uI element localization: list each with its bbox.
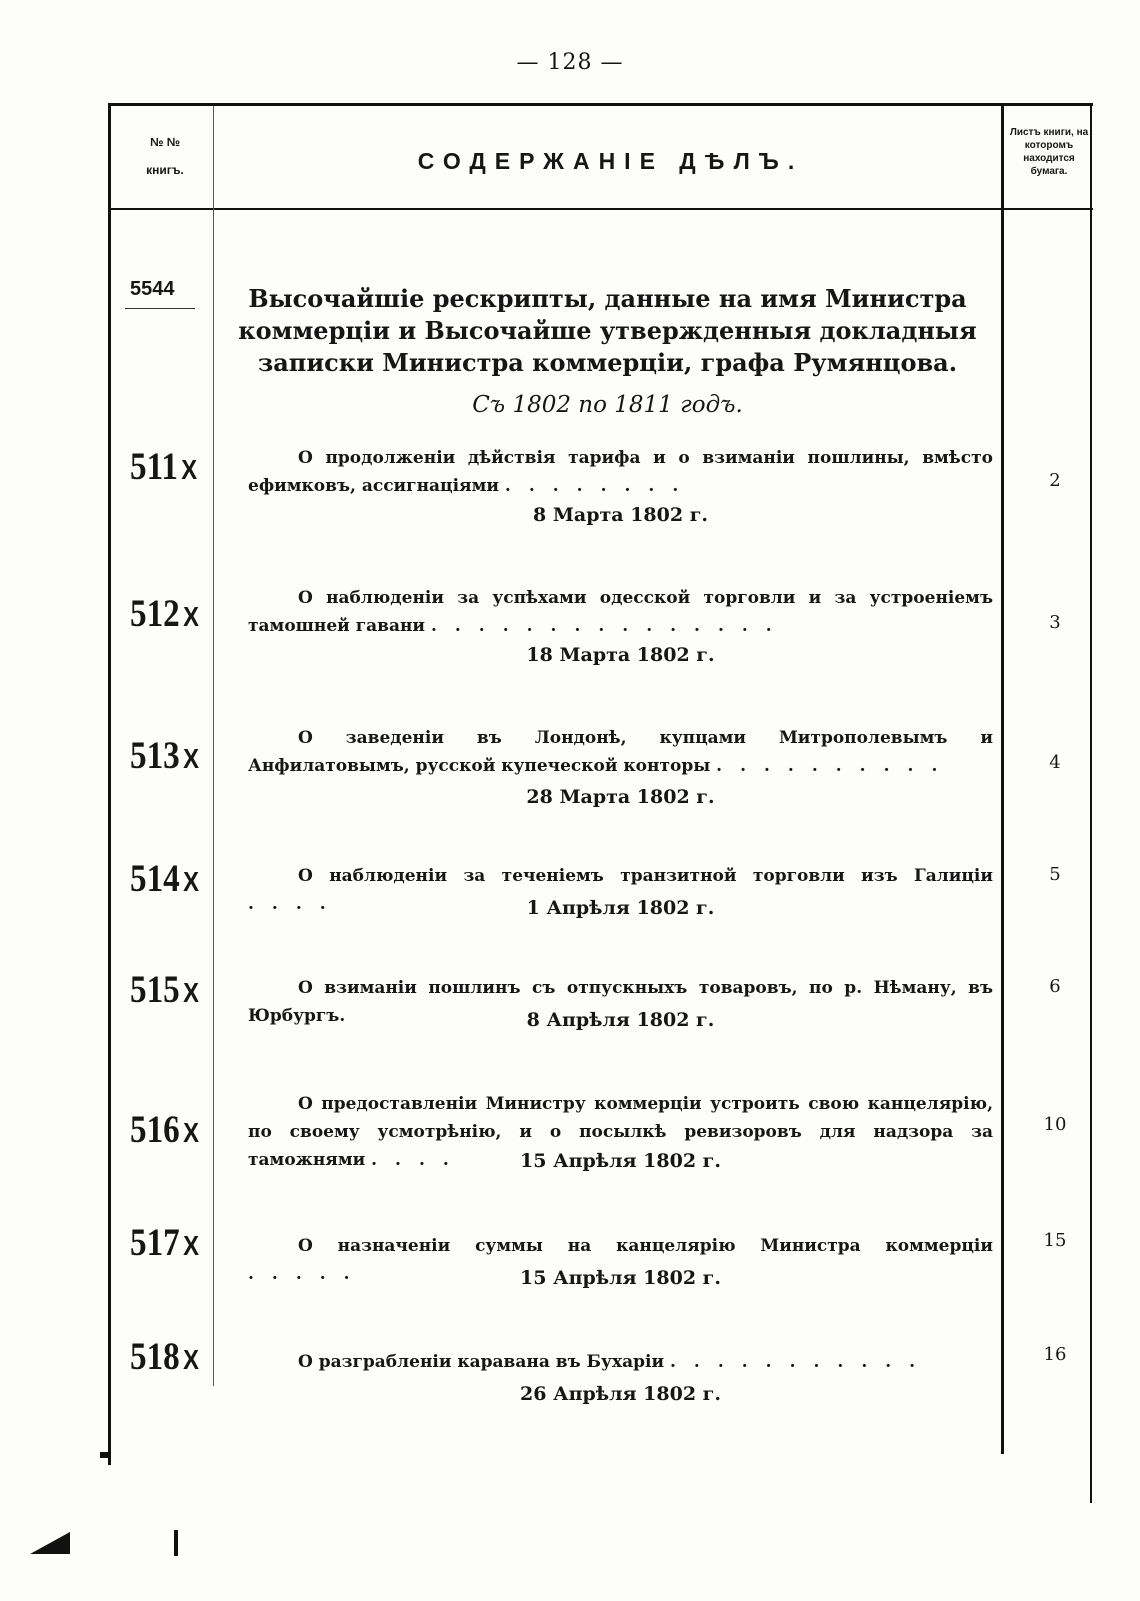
- entry-number: 513 X: [130, 734, 200, 777]
- entry-sheet: 5: [1049, 864, 1061, 885]
- column-divider-right: [1001, 106, 1004, 1454]
- book-period: Съ 1802 по 1811 годъ.: [472, 392, 743, 418]
- entry-text: О взиманіи пошлинъ съ отпускныхъ товаровъ, по р. Нѣману, въ Юрбургъ.: [248, 978, 993, 1026]
- entry-text: О предоставленіи Министру коммерціи устроить свою канцелярію, по своему усмотрѣнію, и о посылкѣ ревизоровъ для надзора за таможнями ....: [248, 1094, 993, 1170]
- entry-text: О разграбленіи каравана въ Бухаріи ...........: [298, 1352, 934, 1372]
- entry-sheet: 4: [1049, 752, 1061, 773]
- entry-text: О заведеніи въ Лондонѣ, купцами Митрополевымъ и Анфилатовымъ, русской купеческой конторы ..........: [248, 728, 993, 776]
- entry-date: 15 Апрѣля 1802 г.: [520, 1267, 721, 1289]
- entry-text: О продолженіи дѣйствія тарифа и о взиманіи пошлины, вмѣсто ефимковъ, ассигнаціями ........: [248, 448, 993, 496]
- check-mark-icon: X: [181, 454, 198, 485]
- entry-number: 512 X: [130, 592, 200, 635]
- check-mark-icon: X: [183, 743, 200, 774]
- table-top-rule: [108, 103, 1093, 106]
- header-bottom-rule: [108, 208, 1093, 210]
- entry-number: 517 X: [130, 1221, 200, 1264]
- header-book-number: № № книгъ.: [146, 135, 184, 177]
- entry-date: 8 Марта 1802 г.: [533, 504, 708, 526]
- entry-sheet: 16: [1043, 1344, 1067, 1365]
- entry-date: 18 Марта 1802 г.: [526, 644, 715, 666]
- entry-number: 511 X: [130, 445, 198, 488]
- check-mark-icon: X: [183, 977, 200, 1008]
- book-title: Высочайшіе рескрипты, данные на имя Министра коммерціи и Высочайше утвержденныя докладныя записки Министра коммерціи, графа Румянцова.: [238, 284, 977, 377]
- entry-number: 514 X: [130, 857, 200, 900]
- entry-text: О наблюденіи за теченіемъ транзитной торговли изъ Галиціи ....: [248, 866, 993, 914]
- entry-date: 15 Апрѣля 1802 г.: [520, 1150, 721, 1172]
- entry-sheet: 3: [1049, 612, 1061, 633]
- entry-text: О наблюденіи за успѣхами одесской торговли и за устроеніемъ тамошней гавани ...............: [248, 588, 993, 636]
- entry-sheet: 10: [1043, 1114, 1067, 1135]
- table-right-border: [1090, 103, 1092, 1503]
- entry-date: 1 Апрѣля 1802 г.: [526, 897, 715, 919]
- check-mark-icon: X: [183, 1117, 200, 1148]
- scan-mark: [174, 1530, 178, 1556]
- entry-sheet: 2: [1049, 470, 1061, 491]
- book-number: 5544: [130, 278, 175, 300]
- check-mark-icon: X: [183, 601, 200, 632]
- entry-date: 28 Марта 1802 г.: [526, 786, 715, 808]
- header-contents: СОДЕРЖАНІЕ ДѢЛЪ.: [417, 148, 804, 174]
- column-divider-left: [213, 106, 214, 1386]
- book-number-underline: [125, 308, 195, 309]
- entry-number: 516 X: [130, 1108, 200, 1151]
- entry-text: О назначеніи суммы на канцелярію Министра коммерціи .....: [248, 1236, 993, 1284]
- check-mark-icon: X: [183, 1230, 200, 1261]
- page-number: — 128 —: [516, 50, 624, 75]
- entry-sheet: 15: [1043, 1230, 1067, 1251]
- entry-date: 8 Апрѣля 1802 г.: [526, 1009, 715, 1031]
- entry-number: 518 X: [130, 1335, 200, 1378]
- header-sheet: Листъ книги, на которомъ находится бумага.: [1009, 127, 1089, 177]
- entry-date: 26 Апрѣля 1802 г.: [520, 1383, 721, 1405]
- entry-number: 515 X: [130, 968, 200, 1011]
- entry-sheet: 6: [1049, 976, 1061, 997]
- table-left-border: [108, 103, 111, 1465]
- scan-mark: [30, 1532, 70, 1554]
- check-mark-icon: X: [183, 1344, 200, 1375]
- scan-mark: [100, 1452, 108, 1458]
- check-mark-icon: X: [183, 866, 200, 897]
